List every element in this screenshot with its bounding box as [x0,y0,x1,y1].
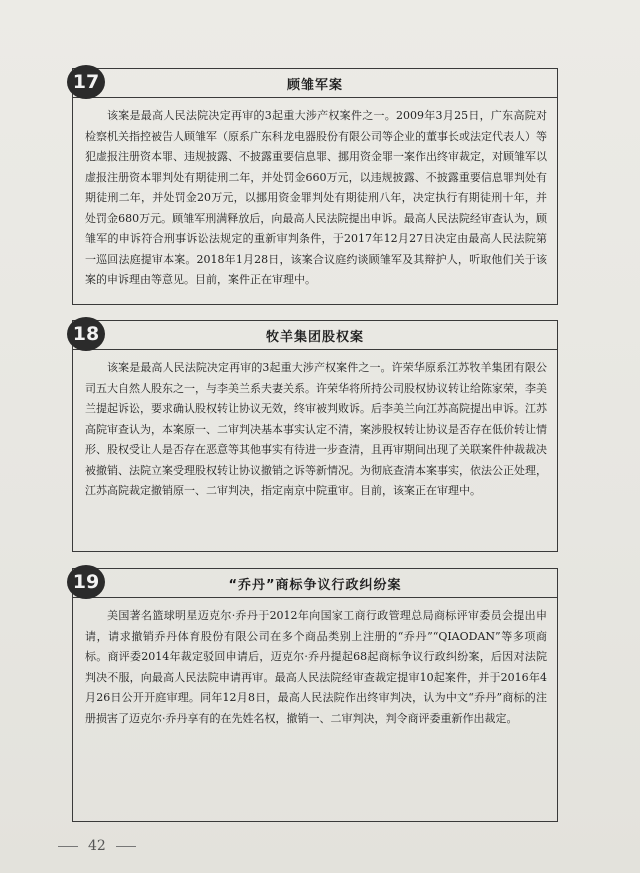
case-body-text: 该案是最高人民法院决定再审的3起重大涉产权案件之一。许荣华原系江苏牧羊集团有限公司五大自然人股东之一，与李美兰系夫妻关系。许荣华将所持公司股权协议转让给陈家荣，李美兰提起诉讼，要求确认股权转让协议无效，终审被判败诉。后李美兰向江苏高院提出申诉。江苏高院审查认为，本案原一、二审判决基本事实认定不清，案涉股权转让协议是否存在低价转让情形、股权受让人是否存在恶意等其他事实有待进一步查清，且再审期间出现了关联案件仲裁裁决被撤销、法院立案受理股权转让协议撤销之诉等新情况。为彻底查清本案事实，依法公正处理，江苏高院裁定撤销原一、二审判决，指定南京中院重审。目前，该案正在审理中。 [85,361,547,497]
footer-dash-left [58,846,78,847]
case-title: 顾雏军案 [286,77,343,93]
case-title: 牧羊集团股权案 [265,329,364,345]
case-box-18 [72,320,558,552]
case-title: “乔丹”商标争议行政纠纷案 [228,577,402,593]
page-footer [58,838,136,854]
case-number-badge: 17 [67,65,105,99]
case-header [73,69,557,98]
case-header [73,569,557,598]
case-number-badge: 19 [67,565,105,599]
case-body-text: 该案是最高人民法院决定再审的3起重大涉产权案件之一。2009年3月25日，广东高院对检察机关指控被告人顾雏军（原系广东科龙电器股份有限公司等企业的董事长或法定代表人）等犯虚报注册资本罪、违规披露、不披露重要信息罪、挪用资金罪一案作出终审裁定，对顾雏军以虚报注册资本罪判处有期徒刑二年，并处罚金660万元，以违规披露、不披露重要信息罪判处有期徒刑二年，并处罚金20万元，以挪用资金罪判处有期徒刑八年，决定执行有期徒刑十年，并处罚金680万元。顾雏军刑满释放后，向最高人民法院提出申诉。最高人民法院经审查认为，顾雏军的申诉符合刑事诉讼法规定的重新审判条件，于2017年12月27日决定由最高人民法院第一巡回法庭提审本案。2018年1月28日，该案合议庭约谈顾雏军及其辩护人，听取他们关于该案的申诉理由等意见。目前，案件正在审理中。 [85,109,547,286]
page-number: 42 [88,838,106,854]
case-header [73,321,557,350]
case-box-17 [72,68,558,305]
case-box-19 [72,568,558,822]
case-body-text: 美国著名篮球明星迈克尔·乔丹于2012年向国家工商行政管理总局商标评审委员会提出申请，请求撤销乔丹体育股份有限公司在多个商品类别上注册的“乔丹”“QIAODAN”等多项商标。商评委2014年裁定驳回申请后，迈克尔·乔丹提起68起商标争议行政纠纷案，后因对法院判决不服，向最高人民法院申请再审。最高人民法院经审查裁定提审10起案件，并于2016年4月26日公开开庭审理。同年12月8日，最高人民法院作出终审判决，认为中文“乔丹”商标的注册损害了迈克尔·乔丹享有的在先姓名权，撤销一、二审判决，判令商评委重新作出裁定。 [85,609,547,725]
footer-dash-right [116,846,136,847]
case-number-badge: 18 [67,317,105,351]
